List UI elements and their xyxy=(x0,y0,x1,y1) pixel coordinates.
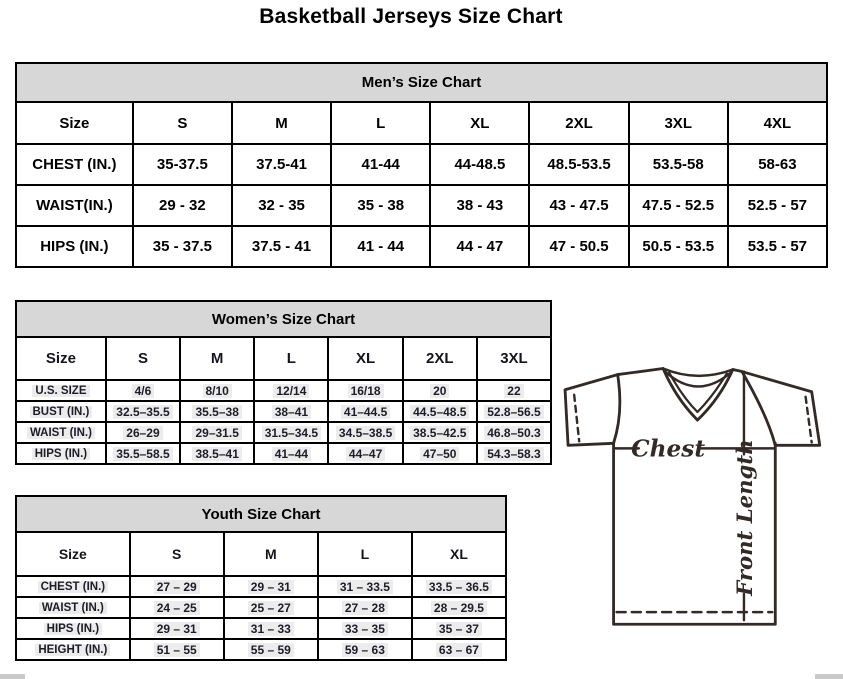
column-header: L xyxy=(331,102,430,144)
size-value: 33 – 35 xyxy=(318,618,412,639)
jersey-collar-arc-outer xyxy=(663,369,733,376)
row-label: BUST (IN.) xyxy=(16,401,106,422)
row-label: HIPS (IN.) xyxy=(16,226,133,267)
size-value: 38 - 43 xyxy=(430,185,529,226)
chart-band-row xyxy=(16,63,827,102)
size-value: 41–44.5 xyxy=(328,401,402,422)
table-row xyxy=(16,639,506,660)
chest-label: Chest xyxy=(631,435,706,463)
size-value: 53.5 - 57 xyxy=(728,226,827,267)
size-value: 34.5–38.5 xyxy=(328,422,402,443)
column-header: S xyxy=(130,532,224,576)
size-value: 38.5–42.5 xyxy=(403,422,477,443)
size-value: 35.5–38 xyxy=(180,401,254,422)
size-value: 27 – 28 xyxy=(318,597,412,618)
table-row xyxy=(16,144,827,185)
column-header: Size xyxy=(16,102,133,144)
size-value: 53.5-58 xyxy=(629,144,728,185)
jersey-armhole-left xyxy=(614,375,620,444)
table-row xyxy=(16,618,506,639)
table-row xyxy=(16,226,827,267)
table-row xyxy=(16,597,506,618)
mens-chart-title: Men’s Size Chart xyxy=(16,63,827,102)
size-value: 35.5–58.5 xyxy=(106,443,180,464)
jersey-shoulder-left xyxy=(618,369,663,375)
chart-band-row xyxy=(16,301,551,337)
size-value: 58-63 xyxy=(728,144,827,185)
size-value: 29 - 32 xyxy=(133,185,232,226)
youth-chart-title: Youth Size Chart xyxy=(16,496,506,532)
size-value: 24 – 25 xyxy=(130,597,224,618)
column-header: 3XL xyxy=(629,102,728,144)
size-value: 12/14 xyxy=(254,380,328,401)
size-value: 41–44 xyxy=(254,443,328,464)
size-value: 28 – 29.5 xyxy=(412,597,506,618)
size-value: 54.3–58.3 xyxy=(477,443,551,464)
mens-size-chart-table xyxy=(15,62,828,268)
column-header: 3XL xyxy=(477,337,551,380)
column-header: L xyxy=(318,532,412,576)
size-value: 29 – 31 xyxy=(130,618,224,639)
column-header: M xyxy=(224,532,318,576)
size-value: 35 – 37 xyxy=(412,618,506,639)
size-value: 32.5–35.5 xyxy=(106,401,180,422)
column-header: 4XL xyxy=(728,102,827,144)
size-value: 47 - 50.5 xyxy=(529,226,628,267)
size-value: 37.5 - 41 xyxy=(232,226,331,267)
chart-band-row xyxy=(16,496,506,532)
row-label: CHEST (IN.) xyxy=(16,144,133,185)
size-value: 35 - 38 xyxy=(331,185,430,226)
table-row xyxy=(16,185,827,226)
size-value: 32 - 35 xyxy=(232,185,331,226)
size-value: 46.8–50.3 xyxy=(477,422,551,443)
size-value: 22 xyxy=(477,380,551,401)
column-header-row xyxy=(16,532,506,576)
size-value: 35 - 37.5 xyxy=(133,226,232,267)
size-value: 50.5 - 53.5 xyxy=(629,226,728,267)
row-label: HIPS (IN.) xyxy=(16,443,106,464)
size-value: 44–47 xyxy=(328,443,402,464)
size-value: 43 - 47.5 xyxy=(529,185,628,226)
size-value: 51 – 55 xyxy=(130,639,224,660)
size-value: 41-44 xyxy=(331,144,430,185)
column-header-row xyxy=(16,337,551,380)
size-value: 38–41 xyxy=(254,401,328,422)
row-label: U.S. SIZE xyxy=(16,380,106,401)
jersey-cuff-dashed-left xyxy=(574,395,579,441)
size-value: 16/18 xyxy=(328,380,402,401)
size-value: 8/10 xyxy=(180,380,254,401)
size-value: 41 - 44 xyxy=(331,226,430,267)
table-row xyxy=(16,401,551,422)
column-header: S xyxy=(106,337,180,380)
column-header: XL xyxy=(412,532,506,576)
column-header: S xyxy=(133,102,232,144)
size-value: 44-48.5 xyxy=(430,144,529,185)
size-value: 29 – 31 xyxy=(224,576,318,597)
size-value: 4/6 xyxy=(106,380,180,401)
table-row xyxy=(16,422,551,443)
front-length-label: Front Length xyxy=(733,439,759,596)
size-value: 44 - 47 xyxy=(430,226,529,267)
size-value: 31 – 33.5 xyxy=(318,576,412,597)
jersey-vneck-inner xyxy=(669,373,727,412)
size-value: 33.5 – 36.5 xyxy=(412,576,506,597)
column-header: Size xyxy=(16,532,130,576)
size-value: 31 – 33 xyxy=(224,618,318,639)
size-value: 35-37.5 xyxy=(133,144,232,185)
column-header: XL xyxy=(328,337,402,380)
size-value: 26–29 xyxy=(106,422,180,443)
table-row xyxy=(16,576,506,597)
bottom-edge-fragment-left xyxy=(0,674,25,679)
size-value: 59 – 63 xyxy=(318,639,412,660)
bottom-edge-fragment-right xyxy=(815,674,843,679)
size-value: 31.5–34.5 xyxy=(254,422,328,443)
size-value: 27 – 29 xyxy=(130,576,224,597)
size-value: 38.5–41 xyxy=(180,443,254,464)
row-label: HIPS (IN.) xyxy=(16,618,130,639)
column-header: 2XL xyxy=(403,337,477,380)
size-value: 52.8–56.5 xyxy=(477,401,551,422)
page-title: Basketball Jerseys Size Chart xyxy=(259,5,563,28)
size-value: 44.5–48.5 xyxy=(403,401,477,422)
jersey-cuff-dashed-right xyxy=(806,397,812,442)
womens-size-chart-table xyxy=(15,300,552,465)
table-row xyxy=(16,443,551,464)
column-header: M xyxy=(232,102,331,144)
size-value: 47.5 - 52.5 xyxy=(629,185,728,226)
column-header: Size xyxy=(16,337,106,380)
column-header: XL xyxy=(430,102,529,144)
column-header: 2XL xyxy=(529,102,628,144)
youth-size-chart-table xyxy=(15,495,507,661)
size-value: 52.5 - 57 xyxy=(728,185,827,226)
row-label: WAIST(IN.) xyxy=(16,185,133,226)
jersey-measurement-diagram xyxy=(560,356,843,660)
size-value: 63 – 67 xyxy=(412,639,506,660)
size-value: 37.5-41 xyxy=(232,144,331,185)
column-header: L xyxy=(254,337,328,380)
jersey-armhole-right xyxy=(742,372,775,446)
size-value: 29–31.5 xyxy=(180,422,254,443)
table-row xyxy=(16,380,551,401)
column-header: M xyxy=(180,337,254,380)
column-header-row xyxy=(16,102,827,144)
size-value: 55 – 59 xyxy=(224,639,318,660)
row-label: CHEST (IN.) xyxy=(16,576,130,597)
jersey-sleeve-left xyxy=(565,375,618,446)
size-value: 47–50 xyxy=(403,443,477,464)
size-value: 25 – 27 xyxy=(224,597,318,618)
size-value: 48.5-53.5 xyxy=(529,144,628,185)
size-value: 20 xyxy=(403,380,477,401)
row-label: HEIGHT (IN.) xyxy=(16,639,130,660)
womens-chart-title: Women’s Size Chart xyxy=(16,301,551,337)
row-label: WAIST (IN.) xyxy=(16,597,130,618)
row-label: WAIST (IN.) xyxy=(16,422,106,443)
